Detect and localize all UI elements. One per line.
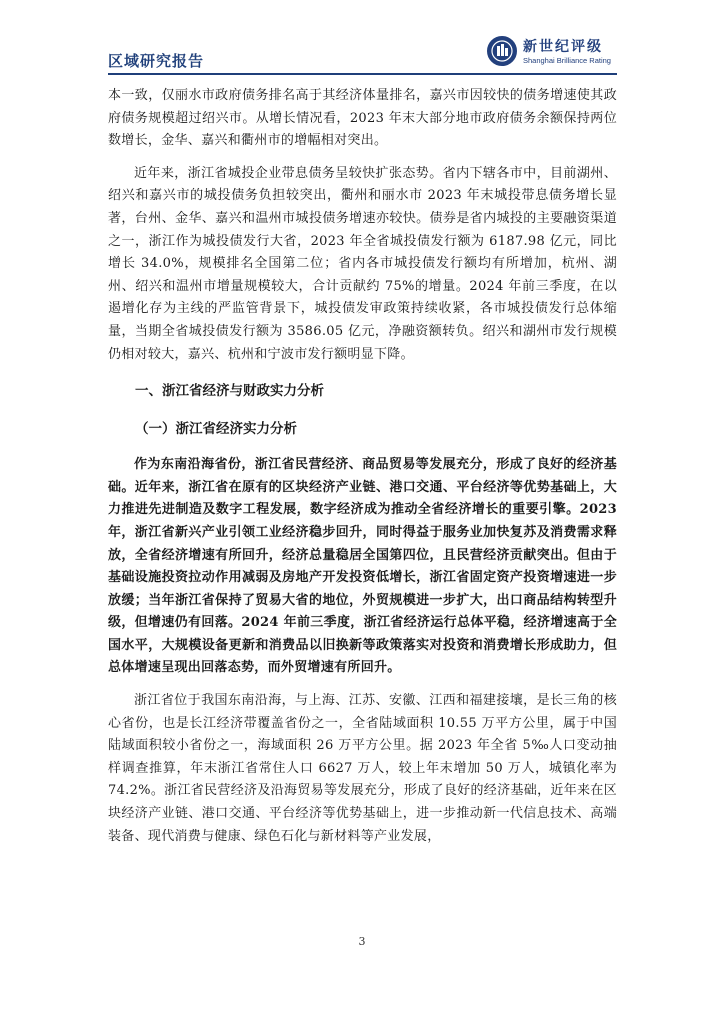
logo-emblem-icon <box>487 36 517 66</box>
report-body <box>108 85 617 848</box>
logo-name-en: Shanghai Brilliance Rating <box>523 56 611 65</box>
body-paragraph: 本一致，仅丽水市政府债务排名高于其经济体量排名，嘉兴市因较快的债务增速使其政府债务规模超过绍兴市。从增长情况看，2023 年末大部分地市政府债务余额保持两位数增长，金华、嘉兴和衢州市的增幅相对突出。 <box>108 88 617 149</box>
subsection-heading: （一）浙江省经济实力分析 <box>135 421 297 438</box>
brand-logo <box>487 36 617 70</box>
report-section-title: 区域研究报告 <box>108 52 205 70</box>
body-paragraph: 近年来，浙江省城投企业带息债务呈较快扩张态势。省内下辖各市中，目前湖州、绍兴和嘉兴市的城投债务负担较突出，衢州和丽水市 2023 年末城投带息债务增长显著，台州、金华、嘉兴和温州市城投债务增速亦较快。债券是省内城投的主要融资渠道之一，浙江作为城投债发行大省，2023 年全省城投债发行额为 6187.98 亿元，同比增长 34.0%，规模排名全国第二位；省内各市城投债发行额均有所增加，杭州、湖州、绍兴和温州市增量规模较大，合计贡献约 75%的增量。2024 年前三季度，在以遏增化存为主线的严监管背景下，城投债发审政策持续收紧，各市城投债发行总体缩量，当期全省城投债发行额为 3586.05 亿元，净融资额转负。绍兴和湖州市发行规模仍相对较大，嘉兴、杭州和宁波市发行额明显下降。 <box>108 165 617 362</box>
body-paragraph: 浙江省位于我国东南沿海，与上海、江苏、安徽、江西和福建接壤，是长三角的核心省份，也是长江经济带覆盖省份之一，全省陆域面积 10.55 万平方公里，属于中国陆域面积较小省份之一，海域面积 26 万平方公里。据 2023 年全省 5‰人口变动抽样调查推算，年末浙江省常住人口 6627 万人，较上年末增加 50 万人，城镇化率为 74.2%。浙江省民营经济及沿海贸易等发展充分，形成了良好的经济基础，近年来在区块经济产业链、港口交通、平台经济等优势基础上，进一步推动新一代信息技术、高端装备、现代消费与健康、绿色石化与新材料等产业发展， <box>108 693 617 844</box>
section-heading: 一、浙江省经济与财政实力分析 <box>135 383 324 400</box>
logo-name-cn: 新世纪评级 <box>523 39 603 55</box>
summary-paragraph: 作为东南沿海省份，浙江省民营经济、商品贸易等发展充分，形成了良好的经济基础。近年来，浙江省在原有的区块经济产业链、港口交通、平台经济等优势基础上，大力推进先进制造及数字工程发展，数字经济成为推动全省经济增长的重要引擎。2023 年，浙江省新兴产业引领工业经济稳步回升，同时得益于服务业加快复苏及消费需求释放，全省经济增速有所回升，经济总量稳居全国第四位，且民营经济贡献突出。但由于基础设施投资拉动作用减弱及房地产开发投资低增长，浙江省固定资产投资增速进一步放缓；当年浙江省保持了贸易大省的地位，外贸规模进一步扩大，出口商品结构转型升级，但增速仍有回落。2024 年前三季度，浙江省经济运行总体平稳，经济增速高于全国水平，大规模设备更新和消费品以旧换新等政策落实对投资和消费增长形成助力，但总体增速呈现出回落态势，而外贸增速有所回升。 <box>108 457 617 676</box>
page-number: 3 <box>358 935 366 948</box>
header-divider <box>108 73 617 75</box>
